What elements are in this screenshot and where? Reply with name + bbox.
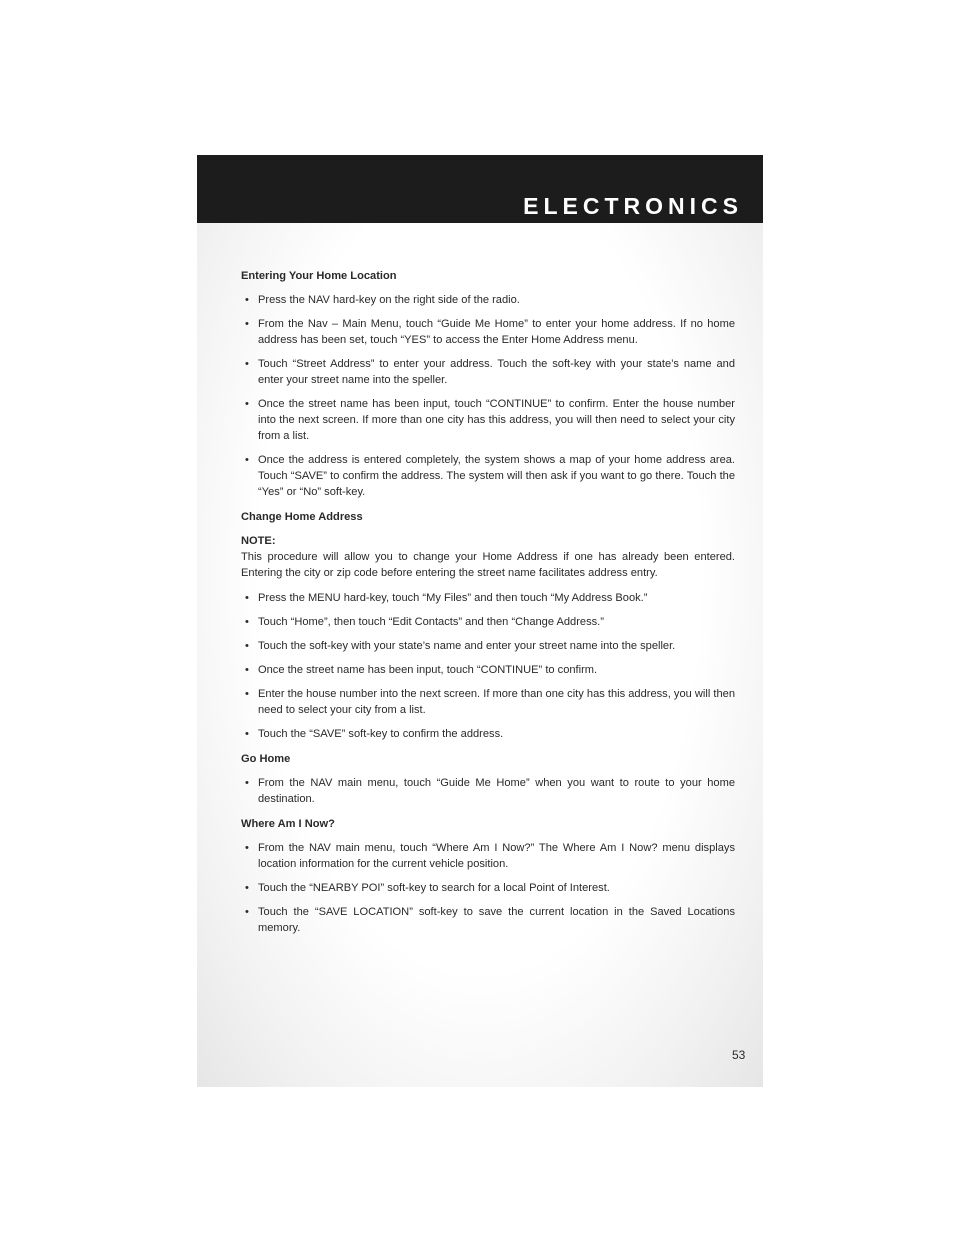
heading-where-am-i: Where Am I Now? [241, 818, 335, 830]
list-item: • Enter the house number into the next screen. If more than one city has this address, you will then need to select your city from a list. [241, 686, 735, 718]
heading-change-home: Change Home Address [241, 511, 363, 523]
list-item: • From the NAV main menu, touch “Where Am I Now?” The Where Am I Now? menu displays location information for the current vehicle position. [241, 840, 735, 872]
manual-page [197, 155, 763, 1087]
list-item: • Touch the soft-key with your state’s name and enter your street name into the speller. [241, 638, 735, 654]
list-item: • Touch the “NEARBY POI” soft-key to search for a local Point of Interest. [241, 880, 735, 896]
list-change-home [241, 590, 735, 742]
page-content [241, 268, 735, 945]
list-item: • Once the street name has been input, touch “CONTINUE” to confirm. Enter the house number into the next screen. If more than one city has this address, you will then need to select your city from a list. [241, 396, 735, 444]
list-item: • Touch “Home”, then touch “Edit Contacts” and then “Change Address.” [241, 614, 735, 630]
note-label: NOTE: [241, 535, 276, 547]
list-go-home [241, 775, 735, 807]
list-item: • From the Nav – Main Menu, touch “Guide Me Home” to enter your home address. If no home address has been set, touch “YES” to access the Enter Home Address menu. [241, 316, 735, 348]
note-text: This procedure will allow you to change your Home Address if one has already been entered. Entering the city or zip code before entering the street name facilitates address entry. [241, 551, 735, 579]
list-item: • From the NAV main menu, touch “Guide Me Home” when you want to route to your home destination. [241, 775, 735, 807]
list-home-location [241, 292, 735, 500]
list-item: • Touch the “SAVE LOCATION” soft-key to save the current location in the Saved Locations memory. [241, 904, 735, 936]
list-item: • Press the NAV hard-key on the right side of the radio. [241, 292, 735, 308]
list-item: • Once the street name has been input, touch “CONTINUE” to confirm. [241, 662, 735, 678]
section-title: ELECTRONICS [523, 193, 743, 219]
section-header-bar [197, 155, 763, 223]
list-item: • Touch the “SAVE” soft-key to confirm the address. [241, 726, 735, 742]
list-item: • Press the MENU hard-key, touch “My Files” and then touch “My Address Book.” [241, 590, 735, 606]
list-where-am-i [241, 840, 735, 936]
page-number: 53 [732, 1048, 746, 1062]
list-item: • Once the address is entered completely, the system shows a map of your home address area. Touch “SAVE” to confirm the address. The system will then ask if you want to go there. Touch the “Yes” or “No” soft-key. [241, 452, 735, 500]
heading-home-location: Entering Your Home Location [241, 270, 397, 282]
list-item: • Touch “Street Address” to enter your address. Touch the soft-key with your state’s name and enter your street name into the speller. [241, 356, 735, 388]
heading-go-home: Go Home [241, 753, 291, 765]
